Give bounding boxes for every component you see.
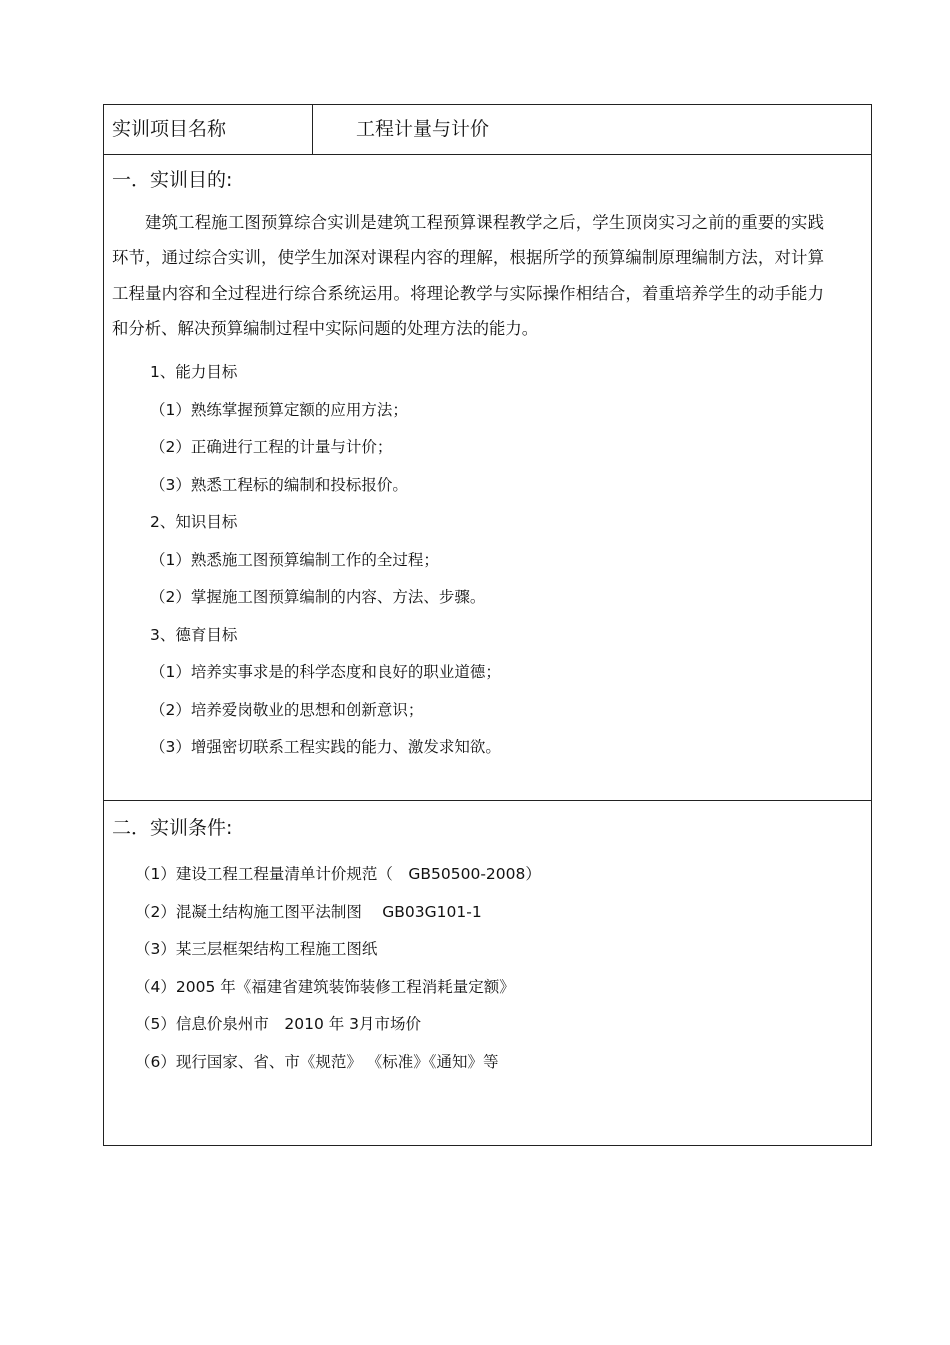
list-item: （1）熟练掌握预算定额的应用方法； (150, 401, 408, 419)
group-heading-moral: 3、德育目标 (150, 626, 238, 644)
list-item: （1）熟悉施工图预算编制工作的全过程； (150, 551, 439, 569)
list-item: （3）增强密切联系工程实践的能力、激发求知欲。 (150, 738, 501, 756)
list-item: （2）培养爱岗敬业的思想和创新意识； (150, 701, 424, 719)
list-item: （2）混凝土结构施工图平法制图 GB03G101-1 (135, 903, 482, 921)
list-item: （3）熟悉工程标的编制和投标报价。 (150, 476, 408, 494)
project-name-value: 工程计量与计价 (356, 118, 490, 140)
section-title: 二．实训条件: (112, 817, 233, 839)
project-name-label: 实训项目名称 (104, 105, 313, 154)
group-heading-ability: 1、能力目标 (150, 363, 238, 381)
list-item: （2）正确进行工程的计量与计价； (150, 438, 393, 456)
list-item: （1）建设工程工程量清单计价规范（ GB50500-2008） (135, 865, 541, 883)
training-form-table (103, 104, 872, 1146)
section-training-objectives (104, 155, 871, 801)
group-heading-knowledge: 2、知识目标 (150, 513, 238, 531)
section-training-conditions (104, 801, 871, 1145)
list-item: （5）信息价泉州市 2010 年 3月市场价 (135, 1015, 422, 1033)
list-item: （2）掌握施工图预算编制的内容、方法、步骤。 (150, 588, 486, 606)
list-item: （6）现行国家、省、市《规范》 《标准》《通知》等 (135, 1053, 499, 1071)
intro-paragraph: 建筑工程施工图预算综合实训是建筑工程预算课程教学之后，学生顶岗实习之前的重要的实践环节，通过综合实训，使学生加深对课程内容的理解，根据所学的预算编制原理编制方法，对计算工程量内容和全过程进行综合系统运用。将理论教学与实际操作相结合，着重培养学生的动手能力和分析、解决预算编制过程中实际问题的处理方法的能力。 (112, 213, 824, 338)
section-title: 一．实训目的: (112, 169, 233, 191)
list-item: （3）某三层框架结构工程施工图纸 (135, 940, 378, 958)
list-item: （1）培养实事求是的科学态度和良好的职业道德； (150, 663, 501, 681)
header-row (104, 105, 871, 155)
list-item: （4）2005 年《福建省建筑装饰装修工程消耗量定额》 (135, 978, 515, 996)
